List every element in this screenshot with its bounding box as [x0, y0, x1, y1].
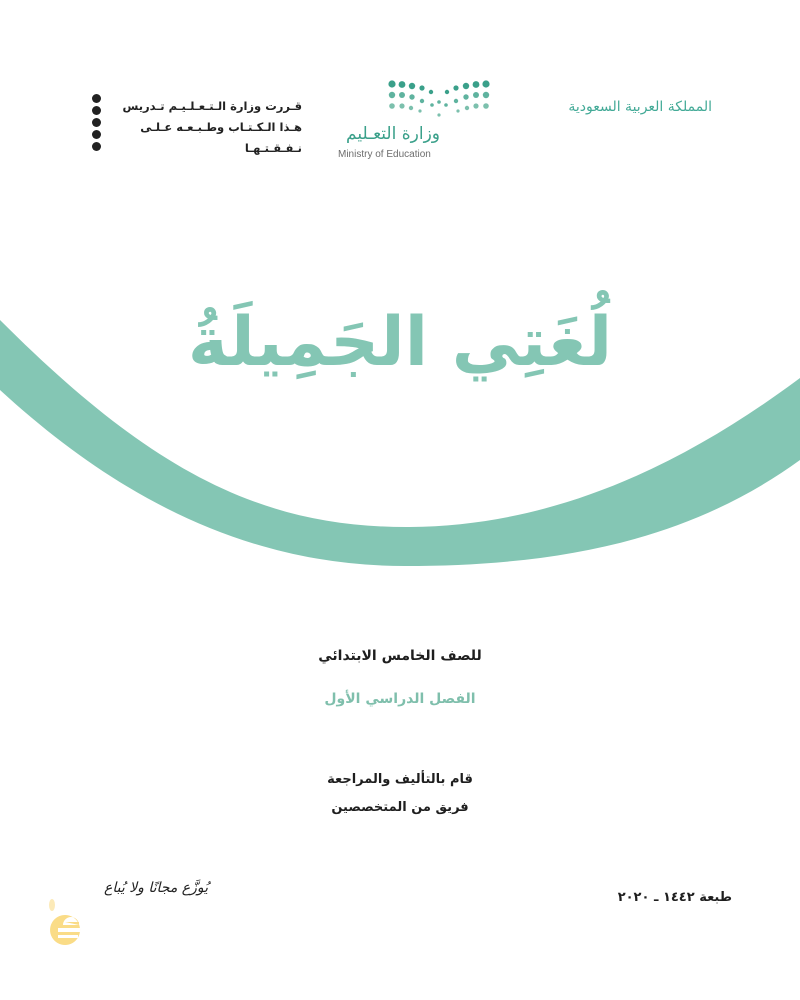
kingdom-name: المملكة العربية السعودية — [568, 99, 712, 115]
ministry-dots-logo-icon — [386, 78, 492, 118]
author-team: فريق من المتخصصين — [331, 800, 469, 815]
semester: الفصل الدراسي الأول — [324, 691, 476, 707]
ministry-name-english: Ministry of Education — [338, 149, 431, 160]
approval-line-2: هـذا الـكـتـاب وطـبـعـه عـلـى نـفـقـتـهـا — [140, 120, 302, 155]
approval-line-1: قـررت وزارة الـتـعـلـيـم تـدريس — [122, 99, 302, 113]
book-title: لُغَتِي الجَمِيلَةُ — [187, 303, 613, 382]
grade-level: للصف الخامس الابتدائي — [318, 648, 482, 664]
authoring-line: قام بالتأليف والمراجعة — [327, 772, 473, 787]
ministry-name-arabic: وزارة التعـليم — [346, 124, 440, 144]
approval-notice — [92, 94, 302, 156]
edition-year: طبعة ١٤٤٢ ـ ٢٠٢٠ — [617, 890, 732, 905]
publisher-watermark-icon — [44, 895, 86, 947]
free-distribution-note: يُوزَّع مجانًا ولا يُباع — [104, 880, 209, 896]
ministry-logo — [332, 78, 492, 168]
